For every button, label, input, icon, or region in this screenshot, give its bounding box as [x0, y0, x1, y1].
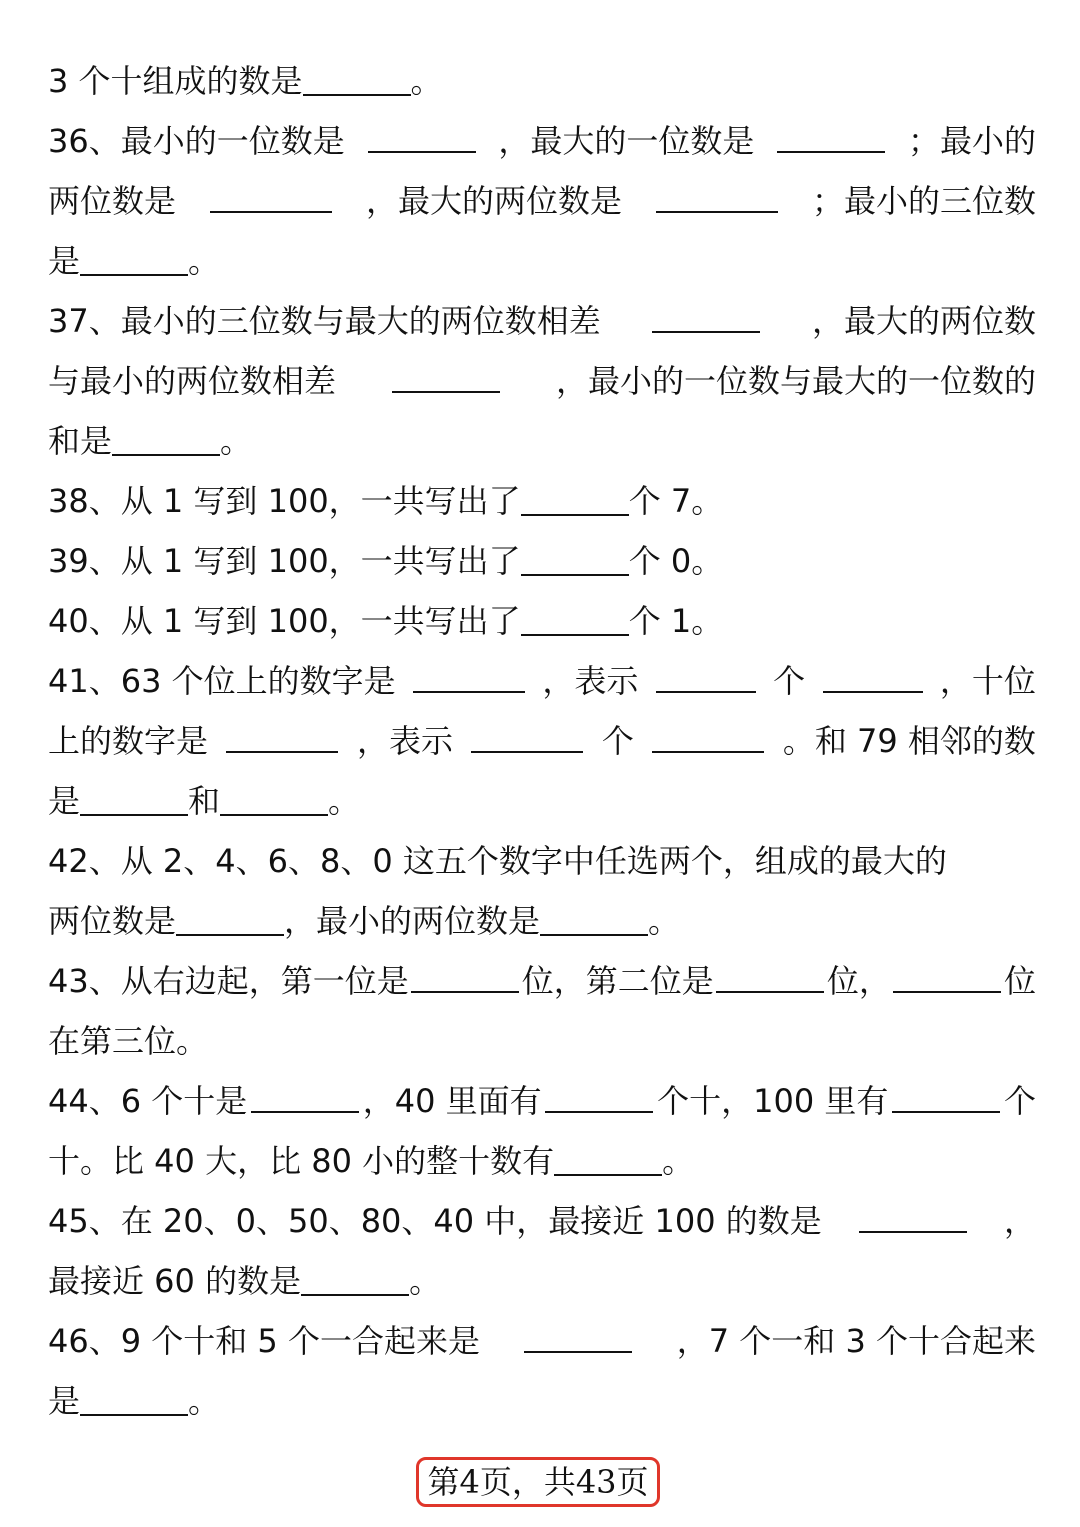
question-text: ，40 里面有: [362, 1082, 542, 1120]
answer-blank[interactable]: [226, 711, 338, 753]
question-37-line-2: [48, 351, 1036, 411]
question-text: 与最小的两位数相差: [48, 362, 337, 400]
question-text: 。和 79 相邻的数: [782, 722, 1036, 760]
question-text: 个: [1003, 1082, 1036, 1120]
question-text: ，最小的一位数与最大的一位数的: [555, 362, 1036, 400]
answer-blank[interactable]: [521, 534, 629, 576]
answer-blank[interactable]: [524, 1311, 632, 1353]
question-41-line-3: [48, 771, 1036, 831]
answer-blank[interactable]: [210, 171, 332, 213]
question-text: 38、从 1 写到 100，一共写出了: [48, 482, 521, 520]
worksheet-body: [48, 51, 1036, 1431]
question-text: 41、63 个位上的数字是: [48, 662, 396, 700]
answer-blank[interactable]: [413, 651, 525, 693]
answer-blank[interactable]: [521, 594, 629, 636]
question-text: ，最大的两位数是: [365, 182, 622, 220]
question-39: [48, 531, 1036, 591]
question-42-line-1: [48, 831, 1036, 891]
question-44-line-1: [48, 1071, 1036, 1131]
question-37-line-3: [48, 411, 1036, 471]
page-number-badge: [416, 1457, 660, 1507]
question-text: 个: [601, 722, 634, 760]
answer-blank[interactable]: [220, 774, 328, 816]
question-35-line-1: [48, 51, 1036, 111]
question-text: 。: [220, 422, 253, 460]
answer-blank[interactable]: [411, 951, 519, 993]
answer-blank[interactable]: [893, 951, 1001, 993]
question-36-line-1: [48, 111, 1036, 171]
question-41-line-2: [48, 711, 1036, 771]
answer-blank[interactable]: [777, 111, 885, 153]
answer-blank[interactable]: [80, 1374, 188, 1416]
question-43-line-1: [48, 951, 1036, 1011]
question-text: 。: [410, 62, 443, 100]
question-text: 位，第二位是: [521, 962, 714, 1000]
answer-blank[interactable]: [368, 111, 476, 153]
question-text: 个 1。: [628, 602, 724, 640]
question-text: ，表示: [356, 722, 453, 760]
question-text: 和: [188, 782, 221, 820]
question-37-line-1: [48, 291, 1036, 351]
answer-blank[interactable]: [545, 1071, 653, 1113]
question-text: 和是: [48, 422, 113, 460]
question-42-line-2: [48, 891, 1036, 951]
answer-blank[interactable]: [656, 651, 756, 693]
question-text: 上的数字是: [48, 722, 209, 760]
question-text: 37、最小的三位数与最大的两位数相差: [48, 302, 601, 340]
question-text: 45、在 20、0、50、80、40 中，最接近 100 的数是: [48, 1202, 822, 1240]
answer-blank[interactable]: [656, 171, 778, 213]
answer-blank[interactable]: [176, 894, 284, 936]
question-text: 40、从 1 写到 100，一共写出了: [48, 602, 521, 640]
answer-blank[interactable]: [80, 234, 188, 276]
answer-blank[interactable]: [716, 951, 824, 993]
question-text: 个 0。: [628, 542, 724, 580]
question-text: ，十位: [939, 662, 1036, 700]
question-text: 39、从 1 写到 100，一共写出了: [48, 542, 521, 580]
question-text: 个: [773, 662, 806, 700]
answer-blank[interactable]: [892, 1071, 1000, 1113]
answer-blank[interactable]: [823, 651, 923, 693]
question-text: ；最小的: [907, 122, 1036, 160]
page-number-label: 第4页，共43页: [427, 1463, 649, 1501]
answer-blank[interactable]: [80, 774, 188, 816]
question-text: ；最小的三位数: [811, 182, 1036, 220]
question-text: 44、6 个十是: [48, 1082, 248, 1120]
question-text: 是: [48, 1382, 81, 1420]
answer-blank[interactable]: [303, 54, 411, 96]
question-text: 。: [328, 782, 361, 820]
question-46-line-1: [48, 1311, 1036, 1371]
question-text: 。: [188, 242, 221, 280]
question-text: 两位数是: [48, 902, 177, 940]
question-text: 两位数是: [48, 182, 177, 220]
question-text: 。: [662, 1142, 695, 1180]
question-36-line-3: [48, 231, 1036, 291]
answer-blank[interactable]: [652, 291, 760, 333]
question-text: 。: [648, 902, 681, 940]
question-text: ，: [1003, 1202, 1036, 1240]
answer-blank[interactable]: [652, 711, 764, 753]
question-text: 最接近 60 的数是: [48, 1262, 302, 1300]
question-text: 46、9 个十和 5 个一合起来是: [48, 1322, 480, 1360]
answer-blank[interactable]: [112, 414, 220, 456]
question-text: 在第三位。: [48, 1022, 209, 1060]
question-46-line-2: [48, 1371, 1036, 1431]
question-38: [48, 471, 1036, 531]
answer-blank[interactable]: [471, 711, 583, 753]
question-text: 是: [48, 782, 81, 820]
question-text: 十。比 40 大，比 80 小的整十数有: [48, 1142, 555, 1180]
question-41-line-1: [48, 651, 1036, 711]
question-text: 位，: [826, 962, 891, 1000]
question-36-line-2: [48, 171, 1036, 231]
question-text: 是: [48, 242, 81, 280]
answer-blank[interactable]: [859, 1191, 967, 1233]
question-text: ，最小的两位数是: [284, 902, 541, 940]
question-text: ，7 个一和 3 个十合起来: [676, 1322, 1036, 1360]
question-40: [48, 591, 1036, 651]
question-45-line-1: [48, 1191, 1036, 1251]
question-text: ，表示: [542, 662, 639, 700]
question-text: 42、从 2、4、6、8、0 这五个数字中任选两个，组成的最大的: [48, 842, 947, 880]
question-44-line-2: [48, 1131, 1036, 1191]
question-text: 位: [1003, 962, 1036, 1000]
question-text: 。: [188, 1382, 221, 1420]
question-43-line-2: [48, 1011, 1036, 1071]
answer-blank[interactable]: [521, 474, 629, 516]
answer-blank[interactable]: [251, 1071, 359, 1113]
answer-blank[interactable]: [301, 1254, 409, 1296]
question-text: 43、从右边起，第一位是: [48, 962, 409, 1000]
answer-blank[interactable]: [392, 351, 500, 393]
question-text: ，最大的一位数是: [498, 122, 755, 160]
question-text: 3 个十组成的数是: [48, 62, 303, 100]
answer-blank[interactable]: [540, 894, 648, 936]
question-text: 个十，100 里有: [657, 1082, 889, 1120]
question-text: ，最大的两位数: [811, 302, 1036, 340]
question-text: 个 7。: [628, 482, 724, 520]
question-text: 36、最小的一位数是: [48, 122, 345, 160]
answer-blank[interactable]: [554, 1134, 662, 1176]
question-45-line-2: [48, 1251, 1036, 1311]
question-text: 。: [409, 1262, 442, 1300]
